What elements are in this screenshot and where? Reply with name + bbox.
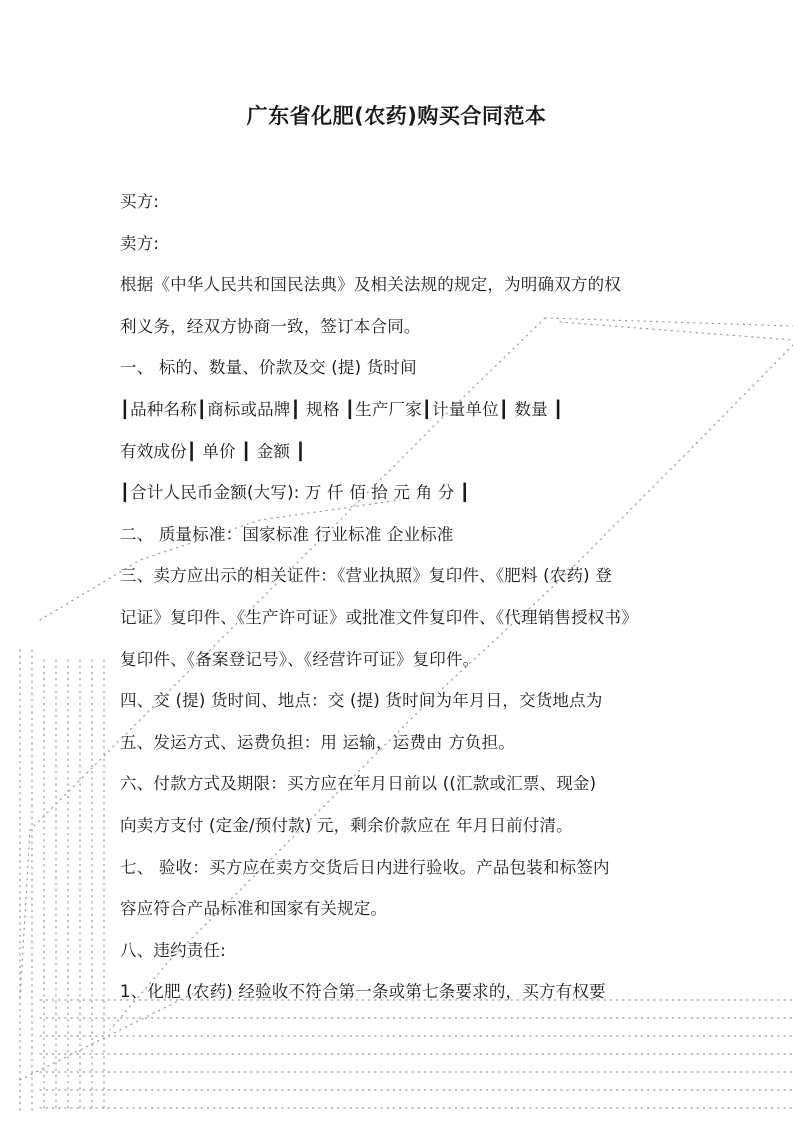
paragraph-line: 复印件、《备案登记号》、《经营许可证》复印件。 <box>120 649 480 669</box>
paragraph-line: 记证》复印件、《生产许可证》或批准文件复印件、《代理销售授权书》 <box>120 607 638 627</box>
paragraph-line: 1、化肥 (农药) 经验收不符合第一条或第七条要求的，买方有权要 <box>120 982 606 1002</box>
table-total-line: ┃合计人民币金额(大写): 万 仟 佰 拾 元 角 分 ┃ <box>120 483 471 503</box>
document-body <box>120 186 680 1018</box>
paragraph-line: 向卖方支付 (定金/预付款) 元，剩余价款应在 年月日前付清。 <box>120 815 573 835</box>
paragraph-line: 容应符合产品标准和国家有关规定。 <box>120 899 388 919</box>
paragraph-line: 三、卖方应出示的相关证件：《营业执照》复印件、《肥料 (农药) 登 <box>120 566 612 586</box>
paragraph-line: 五、发运方式、运费负担：用 运输，运费由 方负担。 <box>120 732 515 752</box>
section-heading: 二、 质量标准：国家标准 行业标准 企业标准 <box>120 524 454 544</box>
paragraph-line: 利义务，经双方协商一致，签订本合同。 <box>120 316 421 336</box>
paragraph-line: 根据《中华人民共和国民法典》及相关法规的规定，为明确双方的权 <box>120 275 621 295</box>
section-heading: 八、违约责任: <box>120 940 226 960</box>
paragraph-line: 七、 验收：买方应在卖方交货后日内进行验收。产品包装和标签内 <box>120 857 610 877</box>
paragraph-line: 四、交 (提) 货时间、地点：交 (提) 货时间为年月日，交货地点为 <box>120 691 603 711</box>
section-heading: 一、 标的、数量、价款及交 (提) 货时间 <box>120 358 417 378</box>
paragraph-line: 六、付款方式及期限：买方应在年月日前以 ((汇款或汇票、现金) <box>120 774 597 794</box>
buyer-line: 买方: <box>120 192 160 211</box>
table-header-line: 有效成份┃ 单价 ┃ 金额 ┃ <box>120 441 306 461</box>
table-header-line: ┃品种名称┃商标或品牌┃ 规格 ┃生产厂家┃计量单位┃ 数量 ┃ <box>120 399 564 419</box>
seller-line: 卖方: <box>120 233 160 253</box>
document-title: 广东省化肥(农药)购买合同范本 <box>246 104 547 128</box>
